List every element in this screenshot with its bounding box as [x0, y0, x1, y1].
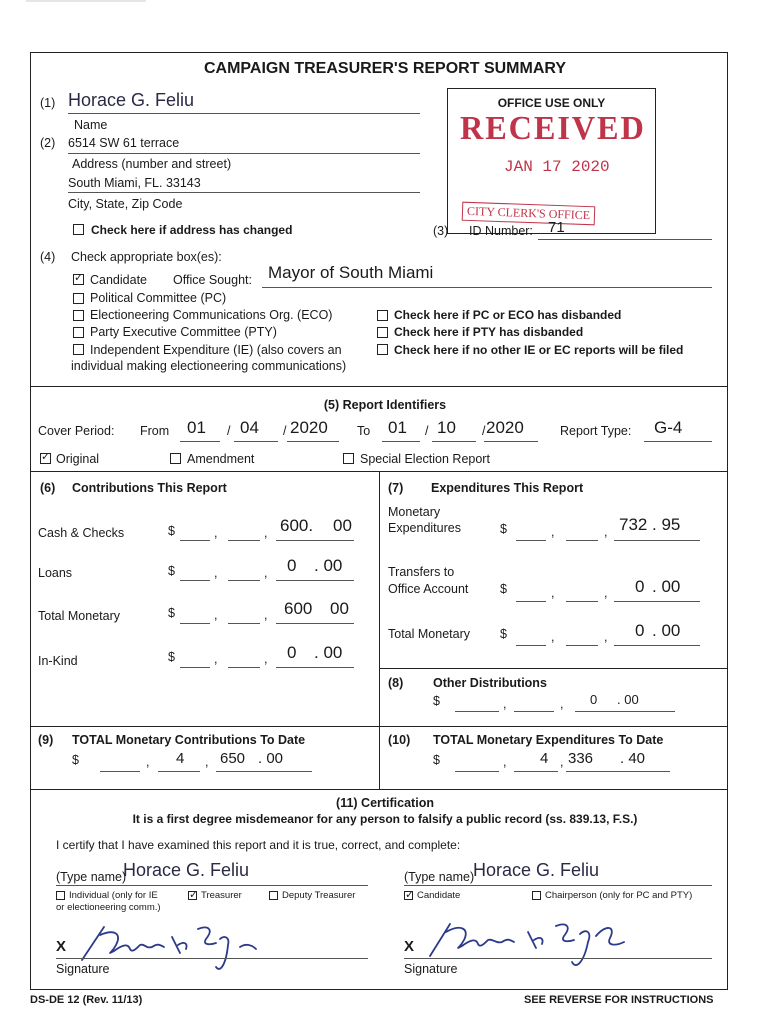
total-contrib-millions-line: [100, 771, 140, 772]
to-slash-2: /: [482, 424, 486, 438]
from-year-line: [287, 441, 339, 442]
cash-comma-2: ,: [264, 526, 268, 540]
city-value[interactable]: South Miami, FL. 33143: [68, 176, 201, 190]
total-value-line: [276, 623, 354, 624]
exp-total-dollar-sign: $: [500, 627, 507, 641]
certification-title: (11) Certification: [336, 796, 434, 810]
in-kind-dollars[interactable]: 0: [287, 643, 297, 662]
total-hundreds-line: [228, 623, 260, 624]
cash-comma-1: ,: [214, 526, 218, 540]
sec2-number: (2): [40, 136, 56, 150]
sec10-number: (10): [388, 733, 411, 747]
from-slash-2: /: [283, 424, 287, 438]
loans-dollar-sign: $: [168, 564, 175, 578]
other-hundreds-line: [514, 711, 554, 712]
chairperson-label: Chairperson (only for PC and PTY): [545, 890, 693, 901]
total-expenditures-thousands[interactable]: 4: [540, 750, 549, 767]
exp-total-cents[interactable]: . 00: [652, 621, 681, 640]
loans-comma-1: ,: [214, 566, 218, 580]
total-monetary-dollars[interactable]: 600: [284, 599, 313, 618]
divider: [30, 789, 728, 790]
loans-thousands-line: [180, 580, 210, 581]
from-month[interactable]: 01: [187, 418, 206, 437]
transfers-value-line: [614, 601, 700, 602]
sec4-number: (4): [40, 250, 56, 264]
right-name-line: [404, 885, 712, 886]
office-sought-label: Office Sought:: [173, 273, 252, 287]
pc-checkbox[interactable]: [73, 293, 84, 304]
loans-dollars[interactable]: 0: [287, 556, 297, 575]
total-contributions-dollars[interactable]: 650: [220, 750, 246, 767]
total-thousands-line: [180, 623, 210, 624]
transfers-comma-1: ,: [551, 586, 555, 600]
loans-comma-2: ,: [264, 566, 268, 580]
office-use-label: OFFICE USE ONLY: [497, 96, 606, 110]
from-month-line: [180, 441, 220, 442]
city-line: [68, 192, 420, 193]
total-expenditures-dollars[interactable]: 336: [568, 750, 594, 767]
loans-hundreds-line: [228, 580, 260, 581]
expenditures-title: Expenditures This Report: [431, 481, 584, 495]
total-expenditures-cents[interactable]: . 40: [620, 750, 646, 767]
total-comma-1: ,: [214, 608, 218, 622]
other-comma-1: ,: [503, 697, 507, 711]
to-year-line: [484, 441, 538, 442]
exp-total-thousands-line: [516, 645, 546, 646]
report-identifiers-title: (5) Report Identifiers: [323, 398, 447, 412]
ie-label: Independent Expenditure (IE) (also covers an: [90, 343, 342, 357]
to-day-line: [432, 441, 476, 442]
special-election-label: Special Election Report: [360, 452, 490, 466]
other-value-line: [575, 711, 675, 712]
to-slash-1: /: [425, 424, 429, 438]
other-distributions-dollars[interactable]: 0: [590, 692, 598, 707]
total-monetary-label: Total Monetary: [38, 609, 120, 623]
right-signature-line: [404, 958, 712, 959]
monetary-comma-1: ,: [551, 525, 555, 539]
to-label: To: [357, 424, 371, 438]
total-exp-thousands-line: [514, 771, 558, 772]
right-typed-name[interactable]: Horace G. Feliu: [473, 860, 600, 880]
address-changed-label: Check here if address has changed: [91, 223, 293, 237]
pty-label: Party Executive Committee (PTY): [90, 325, 277, 339]
in-kind-dollar-sign: $: [168, 650, 175, 664]
in-kind-label: In-Kind: [38, 654, 78, 668]
monetary-dollar-sign: $: [500, 522, 507, 536]
disband-pty-checkbox[interactable]: [377, 327, 388, 338]
in-kind-comma-2: ,: [264, 652, 268, 666]
type-name-label-left: (Type name): [56, 870, 127, 884]
total-monetary-cents[interactable]: 00: [330, 599, 349, 618]
id-number-label: ID Number:: [469, 224, 533, 238]
loans-value-line: [276, 580, 354, 581]
stamp-date: JAN 17 2020: [504, 158, 610, 176]
transfers-cents[interactable]: . 00: [652, 577, 681, 596]
total-contrib-comma-2: ,: [205, 755, 209, 769]
loans-cents[interactable]: . 00: [314, 556, 343, 575]
no-other-checkbox[interactable]: [377, 344, 388, 355]
transfers-hundreds-line: [566, 601, 598, 602]
pc-label: Political Committee (PC): [90, 291, 227, 305]
in-kind-cents[interactable]: . 00: [314, 643, 343, 662]
monetary-expenditures-label-2: Expenditures: [388, 521, 461, 535]
other-distributions-title: Other Distributions: [433, 676, 547, 690]
monetary-thousands-line: [516, 540, 546, 541]
transfers-label-2: Office Account: [388, 582, 469, 596]
transfers-dollar-sign: $: [500, 582, 507, 596]
transfers-dollars[interactable]: 0: [635, 577, 645, 596]
other-thousands-line: [455, 711, 499, 712]
treasurer-label: Treasurer: [201, 890, 242, 901]
total-expenditures-title: TOTAL Monetary Expenditures To Date: [433, 733, 664, 747]
total-contrib-value-line: [216, 771, 312, 772]
monetary-value-line: [614, 540, 700, 541]
disband-pty-label: Check here if PTY has disbanded: [394, 325, 584, 339]
divider: [30, 726, 728, 727]
name-label: Name: [74, 118, 108, 132]
stamp-received-text: RECEIVED: [460, 110, 646, 147]
from-day[interactable]: 04: [240, 418, 259, 437]
monetary-hundreds-line: [566, 540, 598, 541]
cash-checks-label: Cash & Checks: [38, 526, 125, 540]
total-contributions-cents[interactable]: . 00: [258, 750, 284, 767]
individual-label-2: or electioneering comm.): [56, 902, 161, 913]
total-contributions-thousands[interactable]: 4: [176, 750, 185, 767]
disband-pc-label: Check here if PC or ECO has disbanded: [394, 308, 622, 322]
check-boxes-label: Check appropriate box(es):: [71, 250, 222, 264]
page-title: CAMPAIGN TREASURER'S REPORT SUMMARY: [203, 60, 567, 77]
eco-label: Electioneering Communications Org. (ECO): [90, 308, 333, 322]
to-day[interactable]: 10: [437, 418, 456, 437]
other-distributions-dollar-sign: $: [433, 694, 440, 708]
to-month-line: [382, 441, 420, 442]
total-contributions-dollar-sign: $: [72, 753, 79, 767]
deputy-treasurer-label: Deputy Treasurer: [282, 890, 356, 901]
total-exp-value-line: [566, 771, 670, 772]
eco-checkbox[interactable]: [73, 310, 84, 321]
transfers-label: Transfers to: [388, 565, 455, 579]
cash-checks-dollars[interactable]: 600.: [280, 516, 314, 535]
left-signature-line: [56, 958, 368, 959]
deputy-treasurer-checkbox[interactable]: [269, 891, 278, 900]
from-slash-1: /: [227, 424, 231, 438]
sec8-number: (8): [388, 676, 404, 690]
sec1-number: (1): [40, 96, 56, 110]
report-type-value[interactable]: G-4: [654, 418, 683, 437]
certification-warning: It is a first degree misdemeanor for any person to falsify a public record (ss. 839.13, F.S.): [132, 812, 638, 826]
total-comma-2: ,: [264, 608, 268, 622]
monetary-comma-2: ,: [604, 525, 608, 539]
exp-total-comma-1: ,: [551, 630, 555, 644]
instructions-note: SEE REVERSE FOR INSTRUCTIONS: [524, 994, 714, 1006]
divider: [379, 668, 728, 669]
other-comma-2: ,: [560, 697, 564, 711]
candidate-cert-checkbox[interactable]: [404, 891, 413, 900]
original-checkbox[interactable]: [40, 453, 51, 464]
contributions-title: Contributions This Report: [72, 481, 227, 495]
individual-label: Individual (only for IE: [69, 890, 158, 901]
exp-total-value-line: [614, 645, 700, 646]
sec7-number: (7): [388, 481, 404, 495]
to-month[interactable]: 01: [388, 418, 407, 437]
exp-total-dollars[interactable]: 0: [635, 621, 645, 640]
transfers-comma-2: ,: [604, 586, 608, 600]
ie-checkbox[interactable]: [73, 344, 84, 355]
id-number-line: [538, 239, 712, 240]
sec9-number: (9): [38, 733, 54, 747]
amendment-checkbox[interactable]: [170, 453, 181, 464]
report-type-label: Report Type:: [560, 424, 632, 438]
left-typed-name[interactable]: Horace G. Feliu: [123, 860, 250, 880]
transfers-thousands-line: [516, 601, 546, 602]
total-exp-comma-2: ,: [560, 755, 564, 769]
in-kind-hundreds-line: [228, 667, 260, 668]
left-name-line: [56, 885, 368, 886]
right-signature-x: X: [404, 938, 415, 955]
monetary-expenditures-dollars[interactable]: 732: [619, 515, 648, 534]
candidate-name-value[interactable]: Horace G. Feliu: [68, 90, 195, 110]
cash-checks-cents[interactable]: 00: [333, 516, 352, 535]
sec3-number: (3): [433, 224, 449, 238]
total-dollar-sign: $: [168, 606, 175, 620]
exp-total-monetary-label: Total Monetary: [388, 627, 470, 641]
received-stamp: [456, 110, 646, 230]
cash-hundreds-line: [228, 540, 260, 541]
cover-period-label: Cover Period:: [38, 424, 115, 438]
column-divider: [379, 471, 380, 789]
pty-checkbox[interactable]: [73, 327, 84, 338]
in-kind-value-line: [276, 667, 354, 668]
in-kind-thousands-line: [180, 667, 210, 668]
candidate-label: Candidate: [90, 273, 147, 287]
candidate-checkbox[interactable]: [73, 274, 84, 285]
cash-value-line: [276, 540, 354, 541]
from-label: From: [140, 424, 170, 438]
from-day-line: [234, 441, 278, 442]
total-contributions-title: TOTAL Monetary Contributions To Date: [72, 733, 306, 747]
form-id: DS-DE 12 (Rev. 11/13): [30, 994, 143, 1006]
office-sought-line: [262, 287, 712, 288]
to-year[interactable]: 2020: [486, 418, 524, 437]
original-label: Original: [56, 452, 100, 466]
address-value[interactable]: 6514 SW 61 terrace: [68, 136, 180, 150]
left-signature-x: X: [56, 938, 67, 955]
exp-total-comma-2: ,: [604, 630, 608, 644]
total-contrib-comma-1: ,: [146, 755, 150, 769]
cash-dollar-sign: $: [168, 524, 175, 538]
id-number-value[interactable]: 71: [548, 219, 565, 236]
cash-thousands-line: [180, 540, 210, 541]
candidate-cert-label: Candidate: [417, 890, 461, 901]
sec6-number: (6): [40, 481, 56, 495]
right-signature-label: Signature: [404, 962, 458, 976]
left-signature-label: Signature: [56, 962, 110, 976]
total-contrib-thousands-line: [158, 771, 200, 772]
city-label: City, State, Zip Code: [68, 197, 183, 211]
loans-label: Loans: [38, 566, 73, 580]
other-distributions-cents[interactable]: . 00: [617, 692, 639, 707]
total-exp-millions-line: [455, 771, 499, 772]
divider: [30, 386, 728, 387]
monetary-expenditures-label: Monetary: [388, 505, 441, 519]
treasurer-checkbox[interactable]: [188, 891, 197, 900]
monetary-expenditures-cents[interactable]: . 95: [652, 515, 681, 534]
certification-statement: I certify that I have examined this report and it is true, correct, and complete:: [56, 838, 461, 852]
amendment-label: Amendment: [187, 452, 255, 466]
total-exp-comma-1: ,: [503, 755, 507, 769]
address-label: Address (number and street): [72, 157, 232, 171]
special-election-checkbox[interactable]: [343, 453, 354, 464]
office-sought-value[interactable]: Mayor of South Miami: [268, 263, 434, 282]
name-line: [68, 113, 420, 114]
exp-total-hundreds-line: [566, 645, 598, 646]
individual-checkbox[interactable]: [56, 891, 65, 900]
chairperson-checkbox[interactable]: [532, 891, 541, 900]
from-year[interactable]: 2020: [290, 418, 328, 437]
ie-label-continued: individual making electioneering communications): [71, 359, 347, 373]
report-type-line: [644, 441, 712, 442]
scan-mark: [26, 0, 146, 2]
no-other-label: Check here if no other IE or EC reports will be filed: [394, 343, 684, 357]
address-changed-checkbox[interactable]: [73, 224, 84, 235]
disband-pc-checkbox[interactable]: [377, 310, 388, 321]
total-expenditures-dollar-sign: $: [433, 753, 440, 767]
type-name-label-right: (Type name): [404, 870, 475, 884]
stamp-office: CITY CLERK'S OFFICE: [462, 202, 596, 226]
address-line: [68, 153, 420, 154]
in-kind-comma-1: ,: [214, 652, 218, 666]
